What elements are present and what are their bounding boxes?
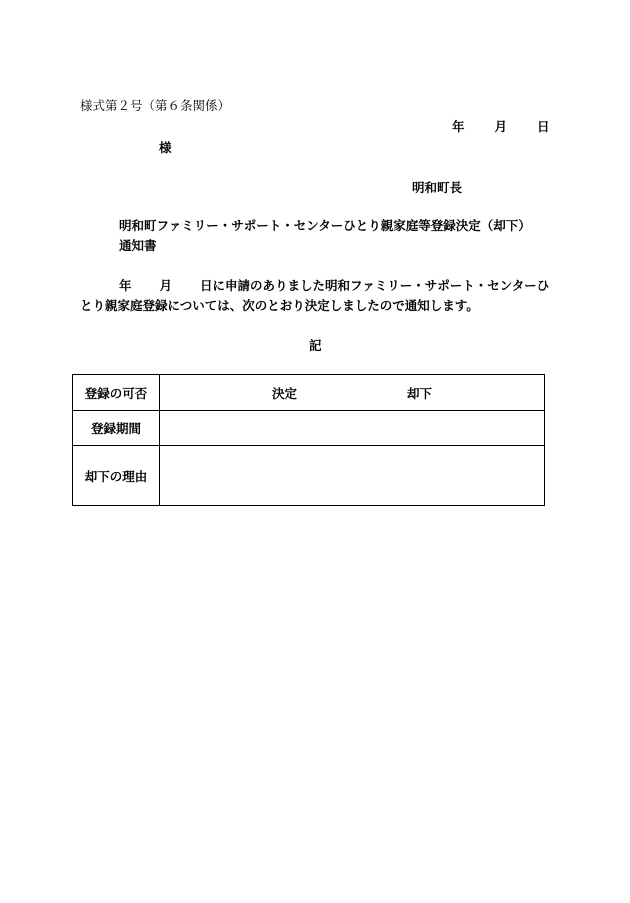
table-row	[73, 446, 545, 506]
table-row	[73, 411, 545, 446]
reason-value-cell	[160, 446, 545, 506]
approval-options	[160, 375, 545, 411]
option-reject: 却下	[407, 385, 433, 401]
option-approve: 決定	[272, 385, 298, 401]
addressee-honorific: 様	[159, 140, 172, 155]
date-year: 年	[452, 119, 465, 134]
title-line-2: 通知書	[119, 238, 157, 253]
form-number: 様式第２号（第６条関係）	[80, 98, 231, 113]
ki-heading: 記	[309, 338, 322, 353]
date-day: 日	[537, 119, 550, 134]
date-month: 月	[494, 119, 508, 134]
registration-table	[72, 374, 545, 506]
body-year: 年	[119, 278, 132, 293]
period-value-cell	[160, 411, 545, 446]
sender: 明和町長	[412, 180, 463, 195]
body-month: 月	[159, 278, 173, 293]
row-label-reason: 却下の理由	[73, 446, 160, 506]
row-label-approval: 登録の可否	[73, 375, 160, 411]
document-title	[119, 216, 559, 256]
row-label-period: 登録期間	[73, 411, 160, 446]
body-rest: 日に申請のありました明和ファミリー・サポート・センターひとり親家庭登録については、次のとおり決定しましたので通知します。	[80, 278, 550, 313]
table-row	[73, 375, 545, 411]
body-paragraph	[80, 276, 560, 316]
title-line-1: 明和町ファミリー・サポート・センターひとり親家庭等登録決定（却下）	[119, 218, 531, 233]
date-line	[452, 117, 550, 135]
